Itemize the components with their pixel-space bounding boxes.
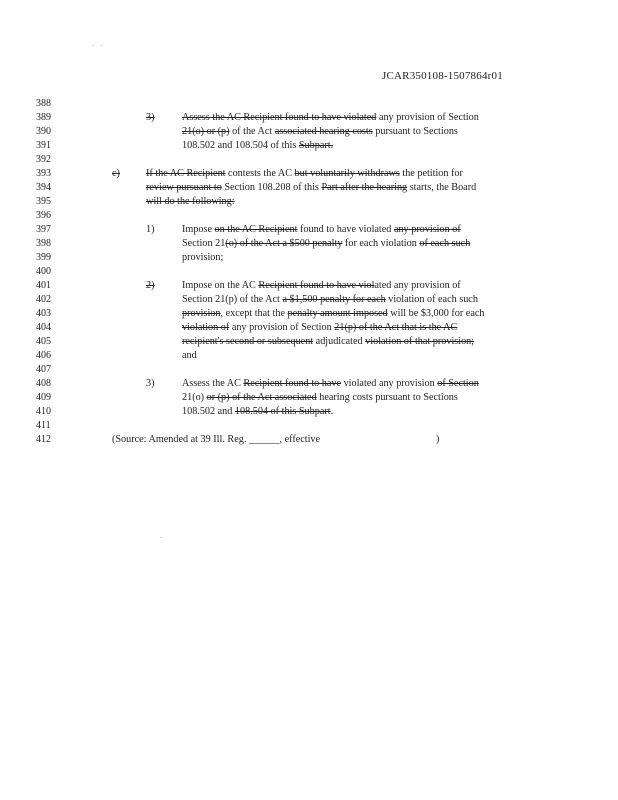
text-line: violation of any provision of Section 21(p) of the Act that is the AC	[182, 322, 458, 333]
text-line: Section 21(o) of the Act a $500 penalty for each violation of each such	[182, 238, 471, 249]
document-id: JCAR350108-1507864r01	[382, 70, 503, 82]
line-number: 396	[36, 210, 51, 221]
text-line: Assess the AC Recipient found to have violated any provision of Section	[182, 378, 479, 389]
line-number: 388	[36, 98, 51, 109]
line-number: 389	[36, 112, 51, 123]
line-number: 400	[36, 266, 51, 277]
source-note: (Source: Amended at 39 Ill. Reg. ______, effective	[112, 434, 321, 445]
text-line: 21(o) or (p) of the Act associated hearing costs pursuant to Sections	[182, 126, 458, 137]
line-number: 395	[36, 196, 51, 207]
item-marker: 2)	[146, 280, 155, 291]
text-line: 108.502 and 108.504 of this Subpart.	[182, 140, 334, 151]
line-number: 398	[36, 238, 51, 249]
line-number: 406	[36, 350, 51, 361]
line-number: 412	[36, 434, 51, 445]
item-marker: 3)	[146, 112, 155, 123]
line-number: 409	[36, 392, 51, 403]
text-line: recipient's second or subsequent adjudicated violation of that provision;	[182, 336, 475, 347]
line-number: 401	[36, 280, 51, 291]
line-number: 397	[36, 224, 51, 235]
line-number: 404	[36, 322, 51, 333]
line-number: 410	[36, 406, 51, 417]
text-line: Impose on the AC Recipient found to have violated any provision of	[182, 224, 461, 235]
text-line: review pursuant to Section 108.208 of this Part after the hearing starts, the Board	[146, 182, 477, 193]
scan-speck: .	[160, 532, 164, 540]
text-line: Impose on the AC Recipient found to have violated any provision of	[182, 280, 461, 291]
line-number: 405	[36, 336, 51, 347]
text-line: Section 21(p) of the Act a $1,500 penalty for each violation of each such	[182, 294, 478, 305]
text-line: and	[182, 350, 197, 361]
source-note-close: )	[436, 434, 440, 445]
item-marker: 1)	[146, 224, 155, 235]
line-number: 390	[36, 126, 51, 137]
item-marker: 3)	[146, 378, 155, 389]
text-line: 108.502 and 108.504 of this Subpart.	[182, 406, 334, 417]
text-line: If the AC Recipient contests the AC but voluntarily withdraws the petition for	[146, 168, 463, 179]
text-line: Assess the AC Recipient found to have violated any provision of Section	[182, 112, 479, 123]
item-marker: c)	[112, 168, 120, 179]
line-number: 394	[36, 182, 51, 193]
line-number: 408	[36, 378, 51, 389]
line-number: 392	[36, 154, 51, 165]
scan-speck: · ·	[92, 42, 105, 50]
line-number: 393	[36, 168, 51, 179]
line-number: 391	[36, 140, 51, 151]
line-number: 399	[36, 252, 51, 263]
line-number: 407	[36, 364, 51, 375]
text-line: will do the following:	[146, 196, 235, 207]
line-number: 411	[36, 420, 51, 431]
text-line: provision, except that the penalty amount imposed will be $3,000 for each	[182, 308, 485, 319]
text-line: provision;	[182, 252, 224, 263]
line-number: 403	[36, 308, 51, 319]
line-number: 402	[36, 294, 51, 305]
text-line: 21(o) or (p) of the Act associated hearing costs pursuant to Sections	[182, 392, 458, 403]
